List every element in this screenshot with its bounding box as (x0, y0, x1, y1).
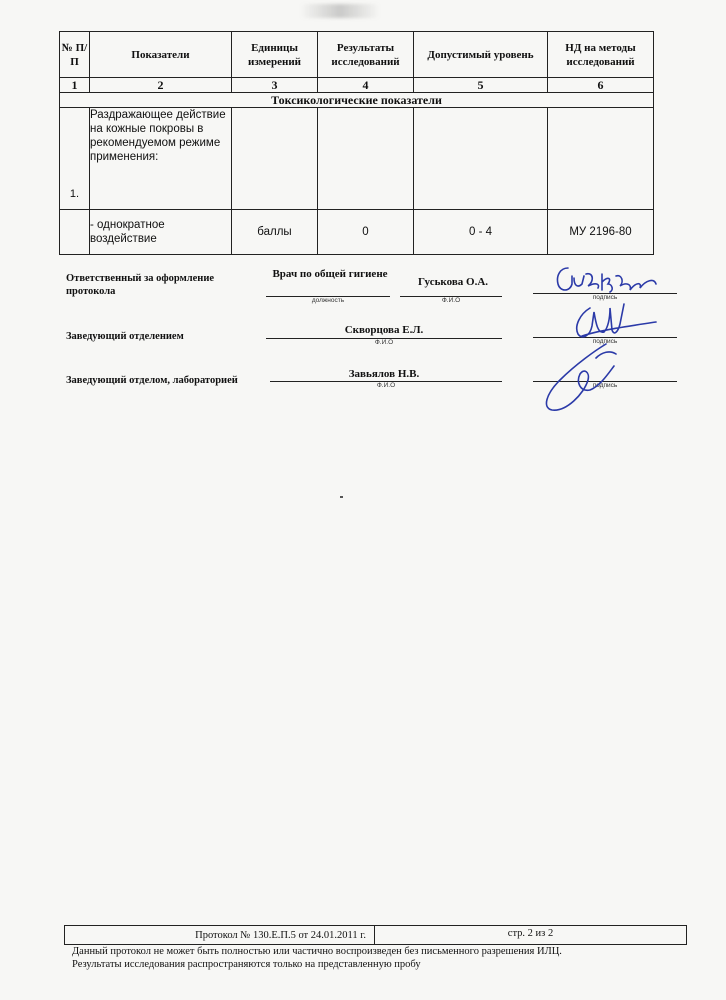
signature-name-guskova: Гуськова О.А. (417, 276, 489, 288)
signature-role-lab-head: Заведующий отделом, лабораторией (66, 375, 238, 386)
column-number: 6 (548, 78, 654, 93)
column-number: 2 (90, 78, 232, 93)
footer-protocol-number: Протокол № 130.Е.П.5 от 24.01.2011 г. (65, 926, 375, 945)
row-indicator: Раздражающее действие на кожные покровы в рекомендуемом режиме применения: (90, 108, 232, 210)
header-limit: Допустимый уровень (414, 32, 548, 78)
signature-role-department-head: Заведующий отделением (66, 331, 184, 342)
column-number-row (60, 78, 654, 93)
row-units (232, 108, 318, 210)
header-num: № П/П (60, 32, 90, 78)
column-number: 1 (60, 78, 90, 93)
footer-page-number: стр. 2 из 2 (375, 926, 687, 945)
position-caption: должность (311, 297, 345, 304)
footer-note-reproduction: Данный протокол не может быть полностью или частично воспроизведен без письменного разрешения ИЛЦ. (72, 946, 562, 957)
footer-table (64, 925, 687, 945)
signature-name-zavyalov: Завьялов Н.В. (348, 368, 420, 380)
signature-position: Врач по общей гигиене (272, 268, 388, 280)
row-limit (414, 108, 548, 210)
section-row (60, 93, 654, 108)
signature-caption: подпись (592, 382, 618, 389)
signature-caption: подпись (592, 294, 618, 301)
handwritten-signature-guskova (550, 262, 670, 298)
row-method: МУ 2196-80 (548, 210, 654, 255)
header-units: Единицы измерений (232, 32, 318, 78)
column-number: 4 (318, 78, 414, 93)
name-caption: Ф.И.О (441, 297, 461, 304)
table-row (60, 108, 654, 210)
section-title: Токсикологические показатели (60, 93, 654, 108)
column-number: 5 (414, 78, 548, 93)
row-method (548, 108, 654, 210)
row-units: баллы (232, 210, 318, 255)
row-indicator: - однократное воздействие (90, 210, 232, 255)
header-results: Результаты исследований (318, 32, 414, 78)
header-method: НД на методы исследований (548, 32, 654, 78)
scan-speck (340, 496, 343, 498)
table-row (60, 210, 654, 255)
handwritten-signature-zavyalov (536, 340, 626, 414)
name-caption: Ф.И.О (374, 339, 394, 346)
results-table (59, 31, 654, 255)
column-number: 3 (232, 78, 318, 93)
signature-name-skvortsova: Скворцова Е.Л. (344, 324, 424, 336)
header-indicator: Показатели (90, 32, 232, 78)
handwritten-signature-skvortsova (560, 300, 660, 342)
row-limit: 0 - 4 (414, 210, 548, 255)
footer-note-scope: Результаты исследования распространяются только на представленную пробу (72, 959, 421, 970)
scan-artifact (300, 4, 380, 18)
row-num (60, 210, 90, 255)
signature-role-responsible: Ответственный за оформление протокола (66, 273, 215, 297)
name-caption: Ф.И.О (376, 382, 396, 389)
row-result: 0 (318, 210, 414, 255)
signature-caption: подпись (592, 338, 618, 345)
row-result (318, 108, 414, 210)
row-num: 1. (60, 108, 90, 210)
table-header-row (60, 32, 654, 78)
